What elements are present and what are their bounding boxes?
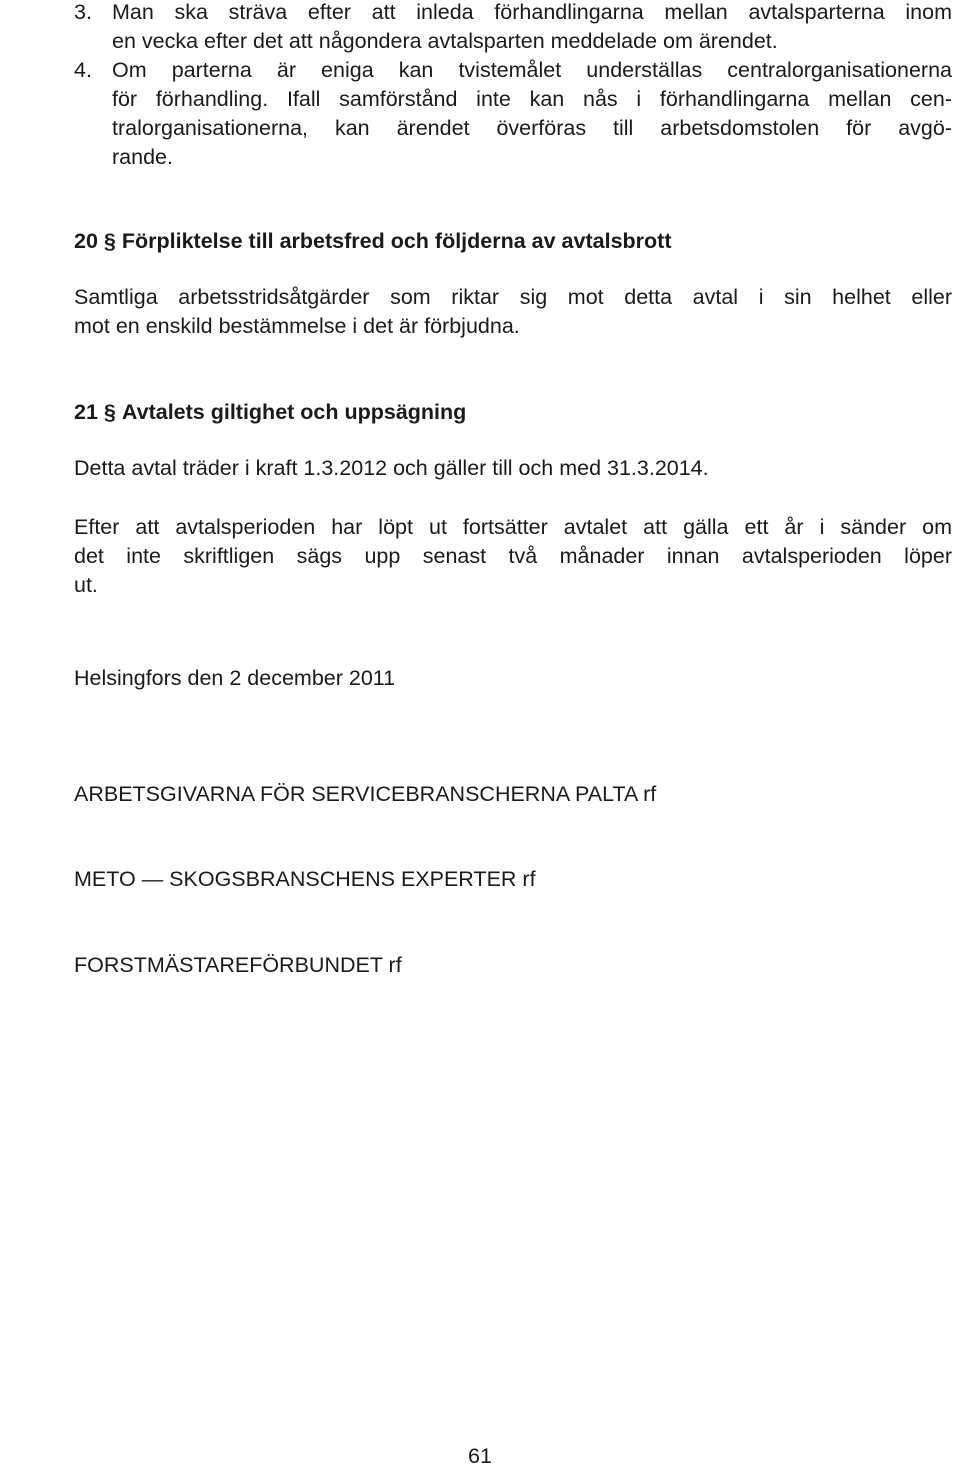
section-symbol: § <box>103 229 116 253</box>
list-item-3-line-2: en vecka efter det att någondera avtalsparten meddelade om ärendet. <box>112 29 778 53</box>
page-number: 61 <box>468 1444 492 1468</box>
section-number: 21 <box>74 400 98 424</box>
section-title: Avtalets giltighet och uppsägning <box>121 400 467 424</box>
signatory-party-3: FORSTMÄSTAREFÖRBUNDET rf <box>74 953 402 977</box>
list-item-3-line-1: Man ska sträva efter att inleda förhandlingarna mellan avtalsparterna inom <box>112 0 952 24</box>
place-date: Helsingfors den 2 december 2011 <box>74 666 396 690</box>
list-item-4-line-3: tralorganisationerna, kan ärendet överföras till arbetsdomstolen för avgö- <box>112 116 952 140</box>
signatory-party-2: METO — SKOGSBRANSCHENS EXPERTER rf <box>74 867 536 891</box>
section-20-line-1: Samtliga arbetsstridsåtgärder som riktar sig mot detta avtal i sin helhet eller <box>74 285 952 309</box>
list-item-number: 4. <box>74 58 92 82</box>
list-item-4-line-1: Om parterna är eniga kan tvistemålet underställas centralorganisationerna <box>112 58 952 82</box>
list-item-4-line-2: för förhandling. Ifall samförstånd inte kan nås i förhandlingarna mellan cen- <box>112 87 952 111</box>
signatory-party-1: ARBETSGIVARNA FÖR SERVICEBRANSCHERNA PALTA rf <box>74 782 657 806</box>
list-item-number: 3. <box>74 0 92 24</box>
section-21-line-3: ut. <box>74 573 98 597</box>
section-symbol: § <box>103 400 116 424</box>
section-20-line-2: mot en enskild bestämmelse i det är förbjudna. <box>74 314 520 338</box>
section-21-line-2: det inte skriftligen sägs upp senast två månader innan avtalsperioden löper <box>74 544 952 568</box>
section-title: Förpliktelse till arbetsfred och följderna av avtalsbrott <box>121 229 672 253</box>
section-21-heading <box>74 402 466 424</box>
section-number: 20 <box>74 229 98 253</box>
section-20-heading <box>74 231 671 253</box>
list-item-4-line-4: rande. <box>112 145 173 169</box>
section-21-line-1: Efter att avtalsperioden har löpt ut fortsätter avtalet att gälla ett år i sänder om <box>74 515 952 539</box>
section-21-validity: Detta avtal träder i kraft 1.3.2012 och gäller till och med 31.3.2014. <box>74 456 709 480</box>
